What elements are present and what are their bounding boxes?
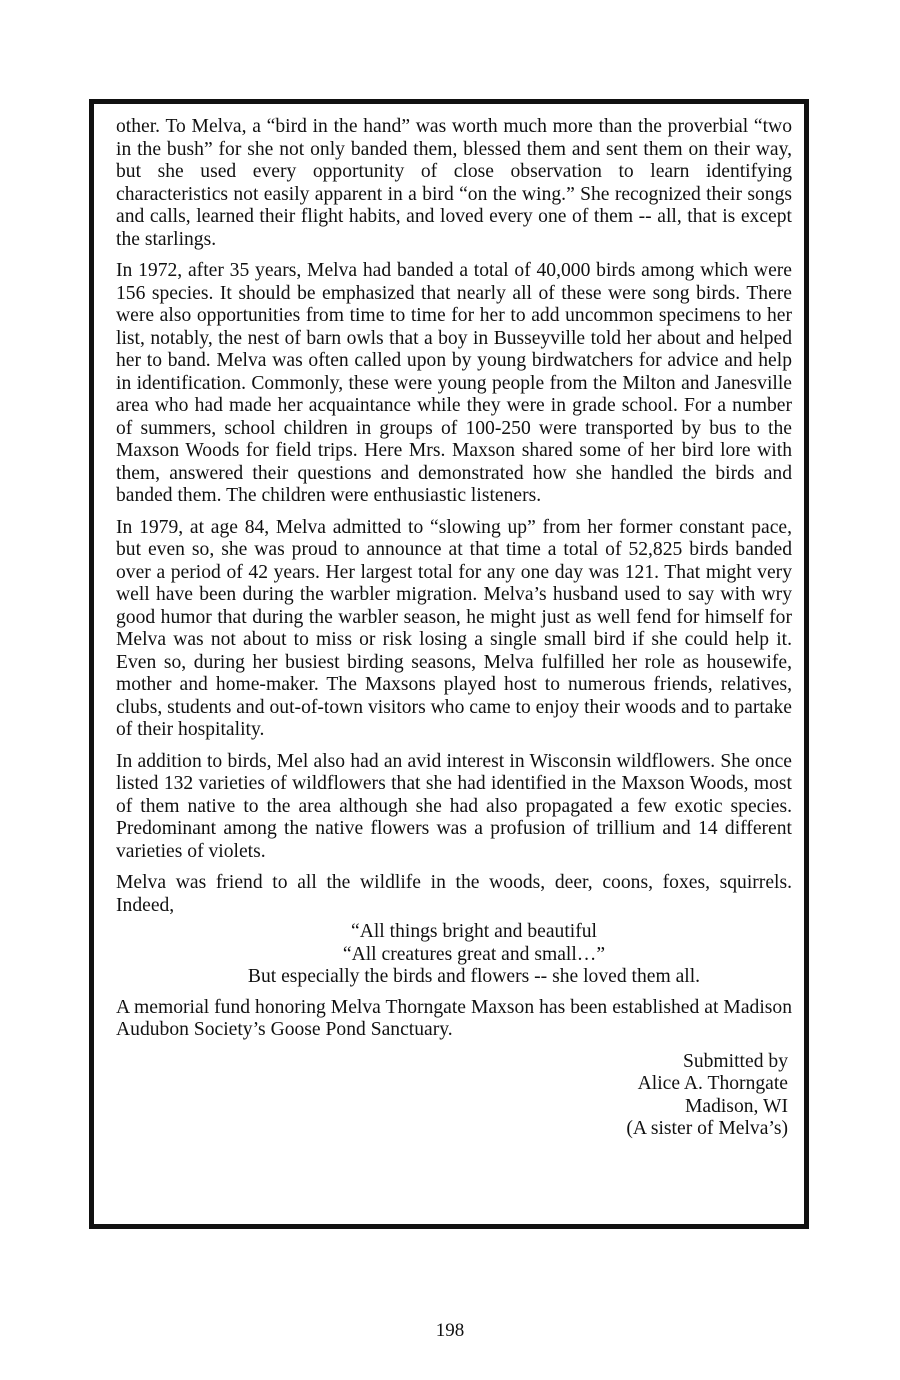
signature-line: Submitted by (682, 1050, 788, 1072)
poem-quote (116, 921, 792, 989)
poem-line: But especially the birds and flowers -- she loved them all. (247, 966, 701, 987)
paragraph-birds-in-hand: other. To Melva, a “bird in the hand” was worth much more than the proverbial “two in the bush” for she not only banded them, blessed them and sent them on their way, but she used every opportunity of close observation to learn identifying characteristics not easily apparent in a bird “on the wing.” She recognized their songs and calls, learned their flight habits, and loved every one of them -- all, that is except the starlings. (116, 116, 792, 250)
paragraph-wildlife: Melva was friend to all the wildlife in the woods, deer, coons, foxes, squirrels. Indeed, (116, 872, 792, 916)
poem-line: “All things bright and beautiful (351, 921, 597, 942)
paragraph-banding-1979: In 1979, at age 84, Melva admitted to “slowing up” from her former constant pace, but even so, she was proud to announce at that time a total of 52,825 birds banded over a period of 42 years. Her largest total for any one day was 121. That might very well have been during the warbler migration. Melva’s husband used to say with wry good humor that during the warbler season, he might just as well fend for himself for Melva was not about to miss or risk losing a single small bird if she could help it. Even so, during her busiest birding seasons, Melva fulfilled her role as housewife, mother and home-maker. The Maxsons played host to numerous friends, relatives, clubs, students and out-of-town visitors who came to enjoy their woods and to partake of their hospitality. (116, 516, 792, 740)
paragraph-banding-1972: In 1972, after 35 years, Melva had banded a total of 40,000 birds among which were 156 species. It should be emphasized that nearly all of these were song birds. There were also opportunities from time to time for her to add uncommon specimens to her list, notably, the nest of barn owls that a boy in Busseyville told her about and helped her to band. Melva was often called upon by young birdwatchers for advice and help in identification. Commonly, these were young people from the Milton and Janesville area who had made her acquaintance while they were in grade school. For a number of summers, school children in groups of 100-250 were transported by bus to the Maxson Woods for field trips. Here Mrs. Maxson shared some of her bird lore with them, answered their questions and demonstrated how she handled the birds and banded them. The children were enthusiastic listeners. (116, 260, 792, 506)
signature-relation: (A sister of Melva’s) (626, 1118, 788, 1139)
paragraph-wildflowers: In addition to birds, Mel also had an avid interest in Wisconsin wildflowers. She once listed 132 varieties of wildflowers that she had identified in the Maxson Woods, most of them native to the area although she had also propagated a few exotic species. Predominant among the native flowers was a profusion of trillium and 14 different varieties of violets. (116, 750, 792, 862)
page-number: 198 (435, 1320, 465, 1341)
paragraph-memorial-fund: A memorial fund honoring Melva Thorngate Maxson has been established at Madison Audubon Society’s Goose Pond Sanctuary. (116, 996, 792, 1040)
article-body (116, 116, 792, 1141)
signature-location: Madison, WI (684, 1095, 788, 1117)
poem-line: “All creatures great and small…” (342, 943, 606, 965)
signature-block (116, 1051, 788, 1141)
signature-author: Alice A. Thorngate (637, 1073, 788, 1094)
